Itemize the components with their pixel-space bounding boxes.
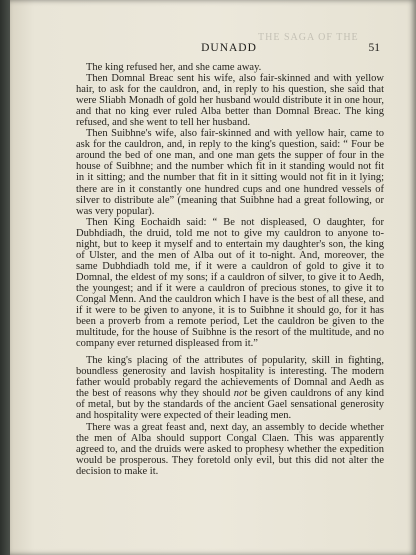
- paragraph: The king refused her, and she came away.: [86, 62, 262, 73]
- paragraph: The king's placing of the attributes of popularity, skill in fighting, boundless generosity and lavish hospitality is interesting. The modern father would probably regard the achievements of Domnal and Aedh as the best of reasons why they should not be given cauldrons of any kind of metal, but by the standards of the ancient Gael sensational generosity and hospitality were expected of their leading men.: [76, 355, 384, 422]
- page-number: 51: [368, 42, 380, 54]
- page-header: [78, 42, 380, 58]
- emphasis: not: [233, 388, 248, 400]
- body-text: [76, 62, 384, 477]
- paragraph: Then Domnal Breac sent his wife, also fair-skinned and with yellow hair, to ask for the cauldron, and, in reply to his question, she said that were Sliabh Monadh of gold her husband would distribute it in one hour, and that no king ever ruled Alba better than Domnal Breac. The king refused, and she went to tell her husband.: [76, 73, 384, 129]
- paragraph: There was a great feast and, next day, an assembly to decide whether the men of Alba should support Congal Claen. This was apparently agreed to, and the druids were asked to prophesy whether the expedition would be prosperous. They foretold only evil, but this did not alter the decision to make it.: [76, 421, 384, 477]
- show-through-text: THE SAGA OF THE: [258, 32, 359, 43]
- paragraph: Then King Eochaidh said: “ Be not displeased, O daughter, for Dubhdiadh, the druid, told me not to give my cauldron to anyone to-night, but to keep it myself and to entertain my daughter's son, the king of Ulster, and the men of Alba out of it to-night. And, moreover, the same Dubhdiadh told me, if it were a cauldron of gold to give it to Domnal, the eldest of my sons; if a cauldron of silver, to give it to Aedh, the youngest; and if it were a cauldron of precious stones, to give it to Congal Menn. And the cauldron which I have is the best of all these, and if it were to be given to anyone, it is to Suibhne it should go, for it has been a proverb from a remote period, Let the cauldron be given to the multitude, for the house of Suibhne is the resort of the multitude, and no company ever returned displeased from it.”: [76, 216, 384, 350]
- book-gutter: [0, 0, 10, 555]
- running-title: DUNADD: [201, 42, 257, 54]
- paragraph: Then Suibhne's wife, also fair-skinned and with yellow hair, came to ask for the cauldron, and, in reply to the king's question, said: “ Four be around the bed of one man, and one man gets the supper of four in the house of Suibhne; and the number which fit in it standing would not fit in it sitting; and the number that fit in it sitting would not fit in it lying; there are in it constantly one hundred cups and one hundred vessels of silver to distribute ale” (meaning that Suibhne had a great following, or was very popular).: [76, 128, 384, 217]
